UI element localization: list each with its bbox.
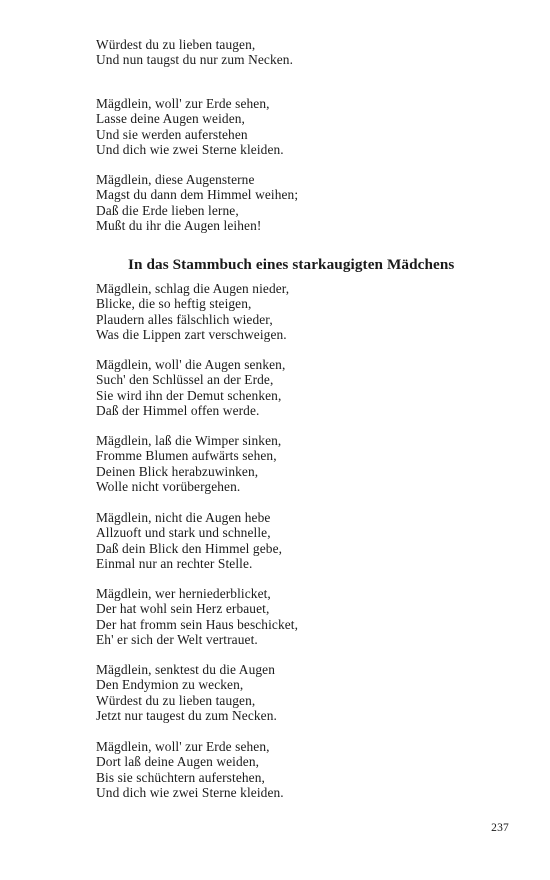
stanza [96, 739, 284, 800]
stanza [96, 586, 298, 647]
verse-line: Daß der Himmel offen werde. [96, 402, 260, 418]
verse-line: Mägdlein, woll' zur Erde sehen, [96, 739, 270, 754]
verse-line: Und dich wie zwei Sterne kleiden. [96, 784, 284, 800]
stanza [96, 357, 285, 418]
verse-line: Allzuoft und stark und schnelle, [96, 525, 271, 541]
verse-line: Mägdlein, wer herniederblicket, [96, 586, 271, 601]
verse-line: Blicke, die so heftig steigen, [96, 296, 252, 312]
verse-line: Den Endymion zu wecken, [96, 677, 244, 693]
verse-line: Deinen Blick herabzuwinken, [96, 463, 259, 479]
poem-title: In das Stammbuch eines starkaugigten Mädchens [128, 256, 455, 273]
verse-line: Sie wird ihn der Demut schenken, [96, 387, 282, 403]
verse-line: Bis sie schüchtern auferstehen, [96, 769, 265, 785]
verse-line: Eh' er sich der Welt vertrauet. [96, 631, 258, 647]
verse-line: Daß die Erde lieben lerne, [96, 202, 239, 218]
verse-line: Was die Lippen zart verschweigen. [96, 326, 287, 342]
stanza [96, 433, 281, 494]
verse-line: Lasse deine Augen weiden, [96, 111, 246, 127]
verse-line: Der hat fromm sein Haus beschicket, [96, 616, 299, 632]
verse-line: Mägdlein, nicht die Augen hebe [96, 510, 271, 525]
verse-line: Würdest du zu lieben taugen, [96, 37, 256, 52]
page-number: 237 [491, 822, 509, 834]
verse-line: Einmal nur an rechter Stelle. [96, 555, 253, 571]
stanza [96, 662, 277, 723]
verse-line: Mägdlein, diese Augensterne [96, 172, 255, 187]
stanza [96, 510, 282, 571]
verse-line: Dort laß deine Augen weiden, [96, 754, 260, 770]
verse-line: Und nun taugst du nur zum Necken. [96, 52, 294, 68]
verse-line: Such' den Schlüssel an der Erde, [96, 372, 274, 388]
verse-line: Mußt du ihr die Augen leihen! [96, 217, 262, 233]
verse-line: Mägdlein, laß die Wimper sinken, [96, 433, 282, 448]
verse-line: Und dich wie zwei Sterne kleiden. [96, 141, 284, 157]
stanza [96, 37, 293, 68]
stanza [96, 96, 284, 157]
stanza [96, 281, 289, 342]
verse-line: Der hat wohl sein Herz erbauet, [96, 601, 270, 617]
verse-line: Würdest du zu lieben taugen, [96, 692, 256, 708]
verse-line: Fromme Blumen aufwärts sehen, [96, 448, 277, 464]
verse-line: Mägdlein, schlag die Augen nieder, [96, 281, 290, 296]
verse-line: Mägdlein, senktest du die Augen [96, 662, 276, 677]
verse-line: Daß dein Blick den Himmel gebe, [96, 540, 283, 556]
verse-line: Wolle nicht vorübergehen. [96, 478, 241, 494]
verse-line: Magst du dann dem Himmel weihen; [96, 187, 299, 203]
verse-line: Plaudern alles fälschlich wieder, [96, 311, 273, 327]
stanza [96, 172, 298, 233]
verse-line: Mägdlein, woll' die Augen senken, [96, 357, 286, 372]
verse-line: Jetzt nur taugest du zum Necken. [96, 707, 277, 723]
verse-line: Und sie werden auferstehen [96, 126, 248, 142]
verse-line: Mägdlein, woll' zur Erde sehen, [96, 96, 270, 111]
